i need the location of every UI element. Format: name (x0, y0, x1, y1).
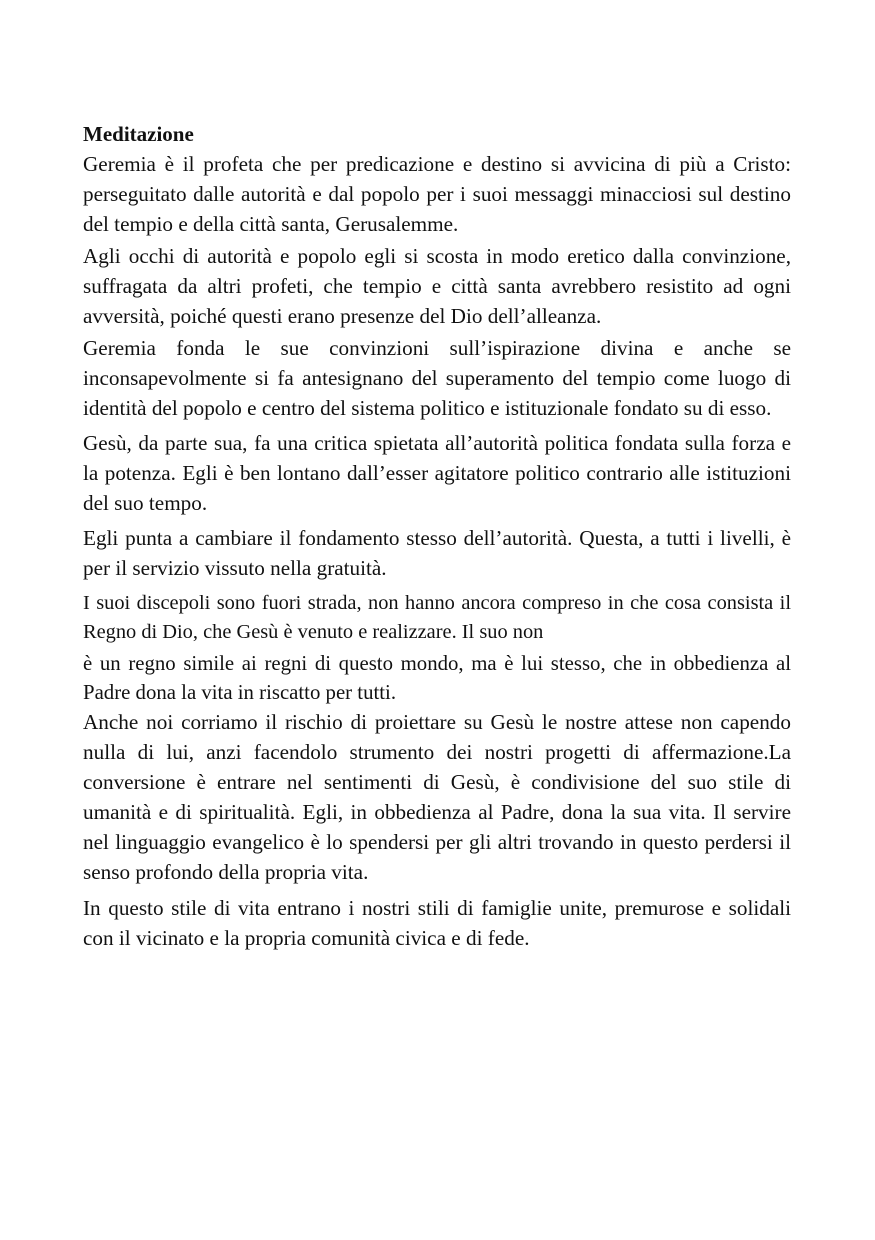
paragraph-6: I suoi discepoli sono fuori strada, non hanno ancora compreso in che cosa consista il Regno di Dio, che Gesù è venuto e realizzare. Il suo non (83, 592, 791, 643)
paragraph-9: In questo stile di vita entrano i nostri stili di famiglie unite, premurose e solidali con il vicinato e la propria comunità civica e di fede. (83, 896, 791, 950)
paragraph-1: Geremia è il profeta che per predicazione e destino si avvicina di più a Cristo: perseguitato dalle autorità e dal popolo per i suoi messaggi minacciosi sul destino del tempio e della città santa, Gerusalemme. (83, 152, 791, 236)
document-page (83, 119, 791, 953)
paragraph-8: Anche noi corriamo il rischio di proiettare su Gesù le nostre attese non capendo nulla di lui, anzi facendolo strumento dei nostri progetti di affermazione.La conversione è entrare nel sentimenti di Gesù, è condivisione del suo stile di umanità e di spiritualità. Egli, in obbedienza al Padre, dona la sua vita. Il servire nel linguaggio evangelico è lo spendersi per gli altri trovando in questo perdersi il senso profondo della propria vita. (83, 710, 791, 884)
paragraph-5: Egli punta a cambiare il fondamento stesso dell’autorità. Questa, a tutti i livelli, è per il servizio vissuto nella gratuità. (83, 526, 791, 580)
paragraph-7: è un regno simile ai regni di questo mondo, ma è lui stesso, che in obbedienza al Padre dona la vita in riscatto per tutti. (83, 652, 791, 704)
page-title: Meditazione (83, 122, 194, 146)
paragraph-4: Gesù, da parte sua, fa una critica spietata all’autorità politica fondata sulla forza e la potenza. Egli è ben lontano dall’esser agitatore politico contrario alle istituzioni del suo tempo. (83, 431, 791, 515)
paragraph-2: Agli occhi di autorità e popolo egli si scosta in modo eretico dalla convinzione, suffragata da altri profeti, che tempio e città santa avrebbero resistito ad ogni avversità, poiché questi erano presenze del Dio dell’alleanza. (83, 244, 791, 328)
paragraph-3: Geremia fonda le sue convinzioni sull’ispirazione divina e anche se inconsapevolmente si fa antesignano del superamento del tempio come luogo di identità del popolo e centro del sistema politico e istituzionale fondato su di esso. (83, 336, 791, 420)
